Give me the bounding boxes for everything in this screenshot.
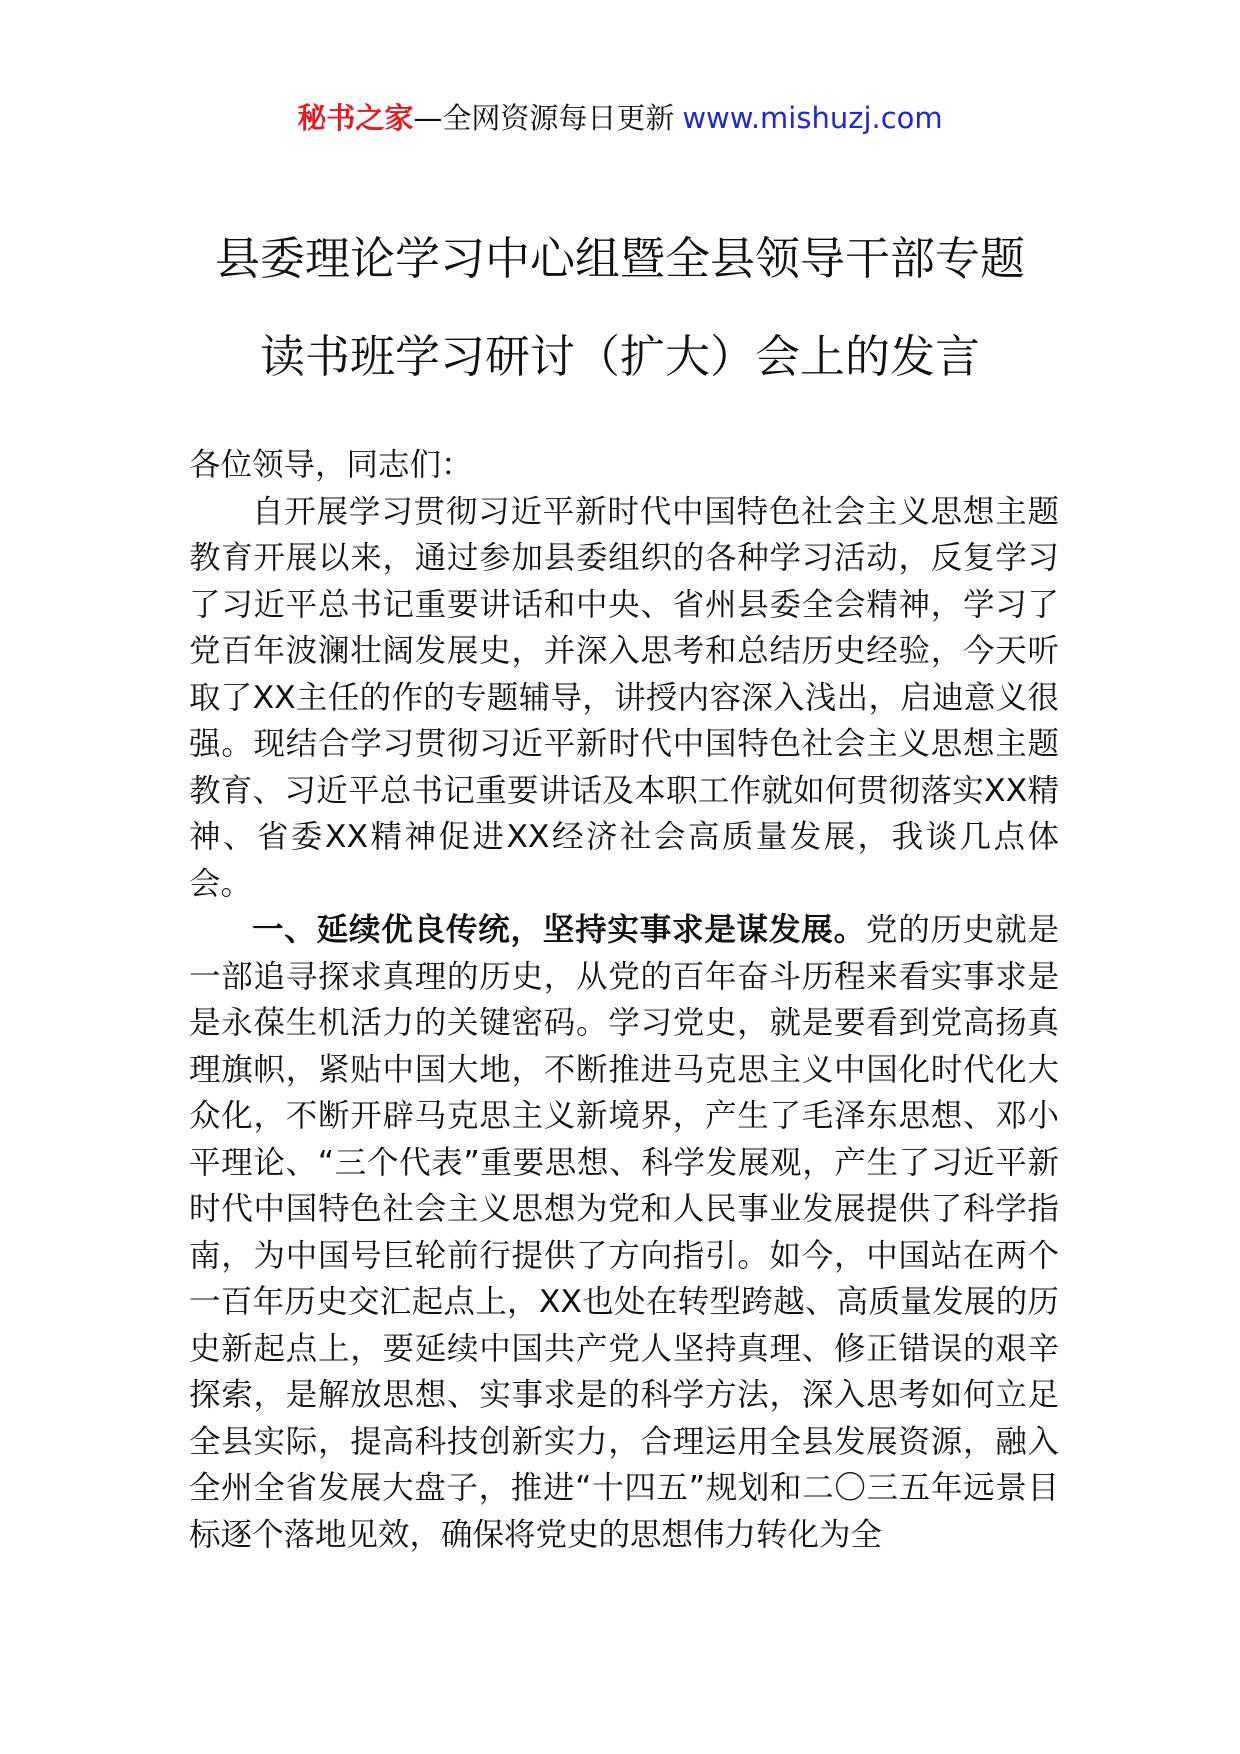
document-title bbox=[0, 210, 1240, 406]
title-line-2: 读书班学习研讨（扩大）会上的发言 bbox=[259, 330, 980, 383]
document-body bbox=[189, 442, 1059, 1558]
paragraph-intro: 自开展学习贯彻习近平新时代中国特色社会主义思想主题教育开展以来，通过参加县委组织的各种学习活动，反复学习了习近平总书记重要讲话和中央、省州县委全会精神，学习了党百年波澜壮阔发展史，并深入思考和总结历史经验，今天听取了XX主任的作的专题辅导，讲授内容深入浅出，启迪意义很强。现结合学习贯彻习近平新时代中国特色社会主义思想主题教育、习近平总书记重要讲话及本职工作就如何贯彻落实XX精神、省委XX精神促进XX经济社会高质量发展，我谈几点体会。 bbox=[189, 493, 1059, 902]
salutation: 各位领导，同志们： bbox=[189, 447, 473, 483]
site-url-link[interactable]: www.mishuzj.com bbox=[682, 101, 943, 135]
section-1-heading: 一、延续优良传统，坚持实事求是谋发展。 bbox=[252, 912, 866, 948]
site-brand: 秘书之家 bbox=[297, 101, 414, 135]
paragraph-section-1 bbox=[189, 907, 1059, 1558]
site-header bbox=[0, 98, 1240, 138]
section-1-text: 党的历史就是一部追寻探求真理的历史，从党的百年奋斗历程来看实事求是是永葆生机活力的关键密码。学习党史，就是要看到党高扬真理旗帜，紧贴中国大地，不断推进马克思主义中国化时代化大众化，不断开辟马克思主义新境界，产生了毛泽东思想、邓小平理论、“三个代表”重要思想、科学发展观，产生了习近平新时代中国特色社会主义思想为党和人民事业发展提供了科学指南，为中国号巨轮前行提供了方向指引。如今，中国站在两个一百年历史交汇起点上，XX也处在转型跨越、高质量发展的历史新起点上，要延续中国共产党人坚持真理、修正错误的艰辛探索，是解放思想、实事求是的科学方法，深入思考如何立足全县实际，提高科技创新实力，合理运用全县发展资源，融入全州全省发展大盘子，推进“十四五”规划和二〇三五年远景目标逐个落地见效，确保将党史的思想伟力转化为全 bbox=[189, 912, 1059, 1553]
site-slogan: —全网资源每日更新 bbox=[413, 101, 675, 135]
title-line-1: 县委理论学习中心组暨全县领导干部专题 bbox=[214, 232, 1025, 285]
